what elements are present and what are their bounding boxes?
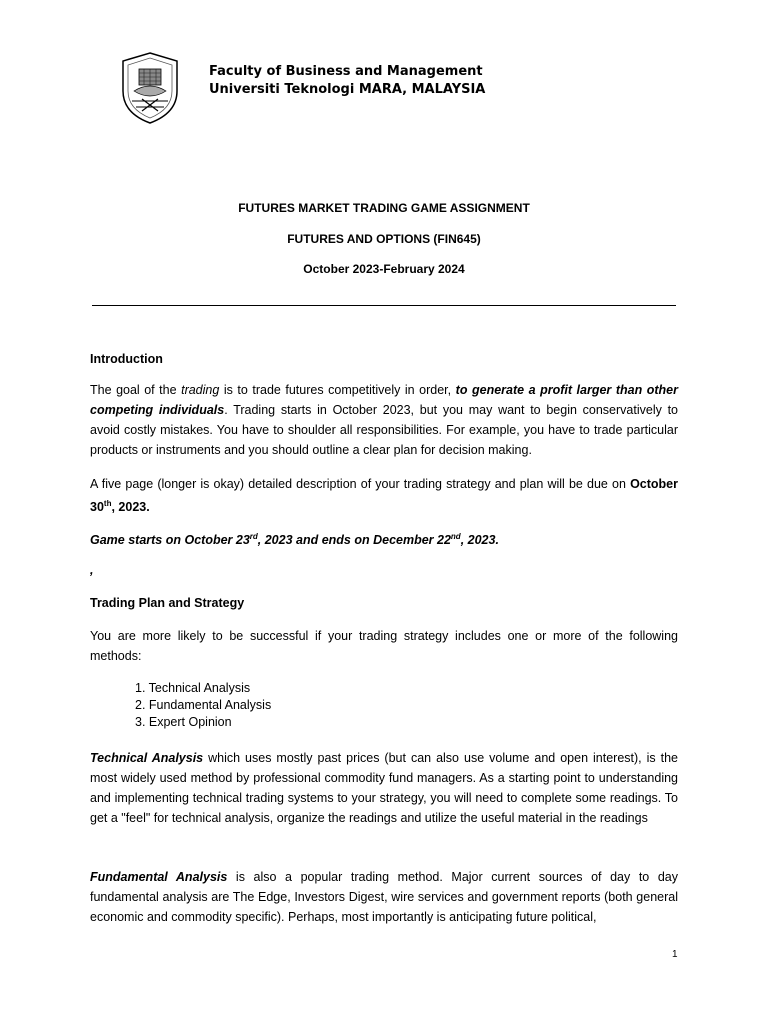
university-logo: [120, 51, 180, 125]
trading-plan-intro: You are more likely to be successful if your trading strategy includes one or more of the following methods:: [90, 629, 678, 663]
introduction-paragraph: The goal of the trading is to trade futures competitively in order, to generate a profit larger than other competing individuals. Trading starts in October 2023, but you may want to begin conservatively to avoid costly mistakes. You have to shoulder all responsibilities. For example, you have to trade particular products or instruments and you should outline a clear plan for decision making.: [90, 383, 678, 457]
introduction-heading: Introduction: [90, 352, 163, 366]
trading-plan-heading: Trading Plan and Strategy: [90, 596, 245, 610]
fundamental-analysis-paragraph: Fundamental Analysis is also a popular trading method. Major current sources of day to day fundamental analysis are The Edge, Investors Digest, wire services and government reports (both general economic and commodity specific). Perhaps, most importantly is anticipating future political,: [90, 870, 678, 924]
institution-header: [209, 63, 485, 99]
due-date-paragraph: A five page (longer is okay) detailed description of your trading strategy and plan will be due on October 30th, 2023.: [90, 477, 678, 515]
stray-comma: ,: [90, 563, 94, 577]
divider-line: [92, 305, 676, 306]
list-item: 1. Technical Analysis: [135, 681, 251, 695]
technical-analysis-paragraph: Technical Analysis which uses mostly past prices (but can also use volume and open interest), is the most widely used method by professional commodity fund managers. As a starting point to understanding and implementing technical trading systems to your strategy, you will need to complete some readings. To get a "feel" for technical analysis, organize the readings and utilize the useful material in the readings: [90, 751, 678, 825]
list-item: 2. Fundamental Analysis: [135, 698, 272, 712]
game-dates: Game starts on October 23rd, 2023 and ends on December 22nd, 2023.: [90, 532, 499, 548]
course-title: FUTURES AND OPTIONS (FIN645): [287, 232, 481, 246]
university-name: Universiti Teknologi MARA, MALAYSIA: [209, 82, 486, 97]
assignment-title: FUTURES MARKET TRADING GAME ASSIGNMENT: [238, 201, 530, 215]
page-number: 1: [672, 949, 678, 960]
methods-list: [135, 680, 271, 731]
faculty-name: Faculty of Business and Management: [209, 64, 483, 79]
list-item: 3. Expert Opinion: [135, 715, 232, 729]
term-title: October 2023-February 2024: [303, 262, 465, 276]
